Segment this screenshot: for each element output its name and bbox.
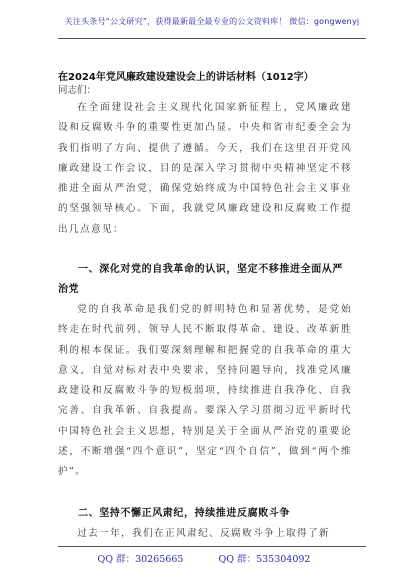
footer-divider: [58, 546, 366, 547]
footer-qq-group-2: QQ 群：535304092: [218, 554, 311, 565]
paragraph-section-2: 过去一年，我们在正风肃纪、反腐败斗争上取得了新: [77, 528, 331, 539]
document-title: 在2024年党风廉政建设建设会上的讲话材料（1012字）: [58, 72, 314, 83]
greeting: 同志们：: [58, 85, 97, 96]
header-divider: [58, 38, 366, 39]
paragraph-section-1: 党的自我革命是我们党的鲜明特色和显著优势，是党始终走在时代前列、领导人民不断取得革命、建设、改革新胜利的根本保证。我们要深刻理解和把握党的自我革命的重大意义，自觉对标对表中央要求，坚持问题导向，找准党风廉政建设和反腐败斗争的短板弱项，持续推进自我净化、自我完善、自我革新、自我提高。要深入学习贯彻习近平新时代中国特色社会主义思想，特别是关于全面从严治党的重要论述，不断增强“四个意识”，坚定“四个自信”，做到“两个维护”。: [58, 304, 352, 478]
footer: [0, 551, 408, 565]
paragraph-intro: 在全面建设社会主义现代化国家新征程上，党风廉政建设和反腐败斗争的重要性更加凸显。中央和省市纪委全会为我们指明了方向、提供了遵循。今天，我们在这里召开党风廉政建设工作会议，目的是深入学习贯彻中央精神坚定不移推进全面从严治党，确保党始终成为中国特色社会主义事业的坚强领导核心。下面，我就党风廉政建设和反腐败工作提出几点意见：: [58, 102, 352, 235]
header-banner: 关注头条号“公文研究”，获得最新最全最专业的公文资料库！ 微信：gongwenyj: [64, 17, 360, 26]
section-heading-2: 二、坚持不懈正风肃纪，持续推进反腐败斗争: [78, 508, 290, 519]
footer-qq-group-1: QQ 群：30265665: [97, 554, 184, 565]
section-heading-1: 一、深化对党的自我革命的认识，坚定不移推进全面从严治党: [58, 264, 343, 295]
